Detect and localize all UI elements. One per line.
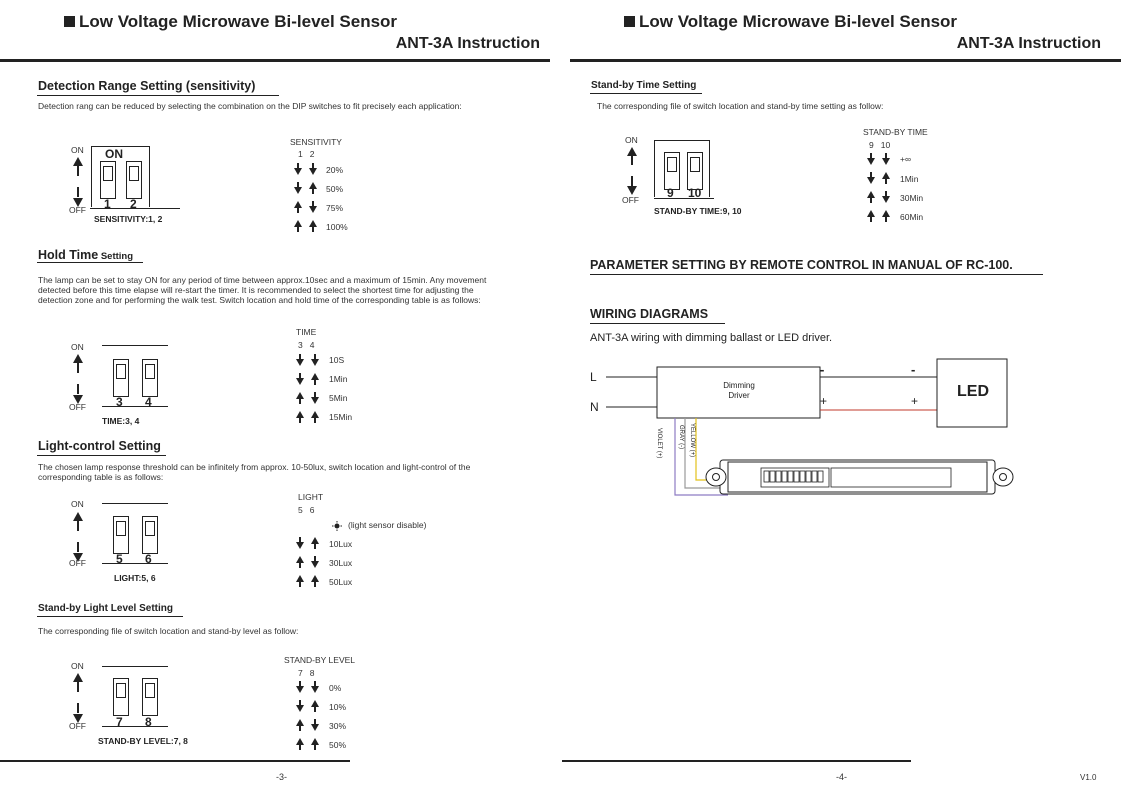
driver-label — [696, 381, 782, 401]
hold-heading-small: Setting — [98, 251, 134, 262]
square-bullet-icon — [64, 16, 75, 27]
neutral-label: N — [590, 400, 599, 414]
driver-label-line1: Dimming — [723, 381, 755, 390]
sun-icon — [332, 521, 342, 531]
line-label: L — [590, 370, 597, 384]
standby-time-table-title: STAND-BY TIME — [863, 127, 928, 137]
light-heading-underline — [37, 455, 166, 456]
on-label: ON — [71, 661, 84, 671]
switch-number-a: 1 — [104, 197, 111, 211]
driver-label-line2: Driver — [728, 391, 750, 400]
standby-time-switch-diagram — [620, 132, 780, 222]
wiring-diagram — [580, 350, 1020, 510]
on-box-label: ON — [105, 147, 123, 161]
sensor-window — [831, 468, 951, 487]
header-title-text: Low Voltage Microwave Bi-level Sensor — [79, 12, 398, 31]
standby-level-heading: Stand-by Light Level Setting — [38, 603, 174, 614]
table-row-value: +∞ — [900, 154, 912, 164]
up-down-arrows-icon — [72, 673, 84, 723]
sensitivity-heading-underline — [37, 95, 279, 96]
switch-caption: STAND-BY LEVEL:7, 8 — [98, 736, 188, 746]
dip-switch-6 — [142, 516, 158, 554]
hold-heading-underline — [37, 262, 143, 263]
table-row-value: 5Min — [329, 393, 348, 403]
up-down-arrows-icon — [72, 354, 84, 404]
light-body: The chosen lamp response threshold can be infinitely from approx. 10-50lux, switch location and light-control of the corresponding table is as follows: — [38, 462, 471, 482]
light-switch-diagram — [60, 492, 210, 587]
on-label: ON — [71, 499, 84, 509]
remote-control-heading: PARAMETER SETTING BY REMOTE CONTROL IN MANUAL OF RC-100. — [590, 258, 1013, 272]
led-plus: + — [911, 394, 919, 408]
dip-switch-4 — [142, 359, 158, 397]
dip-switch-3 — [113, 359, 129, 397]
switch-state-arrows-icon — [296, 681, 324, 756]
wiring-heading: WIRING DIAGRAMS — [590, 307, 709, 321]
switch-state-arrows-icon — [294, 163, 322, 238]
dip-switch-9 — [664, 152, 680, 190]
standby-time-heading-underline — [590, 93, 702, 94]
hold-heading-main: Hold Time — [38, 248, 99, 262]
on-line — [102, 666, 168, 667]
header-title-left — [64, 12, 397, 32]
off-label: OFF — [69, 721, 86, 731]
table-row-value: 20% — [326, 165, 344, 175]
off-line — [654, 198, 714, 199]
on-label: ON — [71, 145, 84, 155]
on-label: ON — [625, 135, 638, 145]
off-line — [102, 726, 168, 727]
standby-level-body: The corresponding file of switch location and stand-by level as follow: — [38, 626, 299, 636]
dip-switch-5 — [113, 516, 129, 554]
switch-number-a: 9 — [667, 186, 674, 200]
table-row-value: 30Lux — [329, 558, 353, 568]
table-row-value: 10Lux — [329, 539, 353, 549]
driver-plus: + — [820, 394, 828, 408]
standby-level-heading-underline — [37, 616, 183, 617]
table-row-value: 10% — [329, 702, 347, 712]
dip-switch-7 — [113, 678, 129, 716]
violet-wire-label: VIOLET (+) — [656, 428, 662, 459]
switch-number-a: 7 — [116, 715, 123, 729]
page-number-right: -4- — [836, 772, 847, 782]
light-heading: Light-control Setting — [38, 439, 161, 453]
off-label: OFF — [69, 402, 86, 412]
square-bullet-icon — [624, 16, 635, 27]
header-subtitle-right: ANT-3A Instruction — [956, 35, 1101, 52]
hold-body: The lamp can be set to stay ON for any period of time between approx.10sec and a maximum of 15min. Any movement detected before this time elapse will re-start the timer. It is recommended to select the shortest time for adjusting the detection zone and for performing the walk test. Switch location and hold time of the corresponding table is as follows: — [38, 275, 487, 305]
sensitivity-body: Detection rang can be reduced by selecting the combination on the DIP switches to fit precisely each application: — [38, 101, 462, 111]
switch-state-arrows-icon — [296, 354, 324, 429]
switch-caption: STAND-BY TIME:9, 10 — [654, 206, 742, 216]
off-label: OFF — [622, 195, 639, 205]
switch-number-b: 6 — [145, 552, 152, 566]
off-label: OFF — [69, 205, 86, 215]
led-label: LED — [957, 383, 989, 400]
switch-number-a: 3 — [116, 395, 123, 409]
switch-caption: TIME:3, 4 — [102, 416, 140, 426]
standby-time-table-cols: 9 10 — [869, 140, 891, 150]
header-title-text: Low Voltage Microwave Bi-level Sensor — [639, 12, 958, 31]
switch-number-b: 4 — [145, 395, 152, 409]
table-row-value: 100% — [326, 222, 348, 232]
light-table-title: LIGHT — [298, 492, 324, 502]
wiring-heading-underline — [590, 323, 725, 324]
table-row-value: 30% — [329, 721, 347, 731]
header-rule-left — [0, 59, 550, 62]
yellow-wire-label: YELLOW (+) — [689, 423, 695, 458]
on-label: ON — [71, 342, 84, 352]
switch-state-arrows-icon — [867, 153, 895, 228]
table-row-value: 1Min — [900, 174, 919, 184]
sensitivity-table-title: SENSITIVITY — [290, 137, 342, 147]
hold-switch-diagram — [60, 336, 210, 431]
sensitivity-heading: Detection Range Setting (sensitivity) — [38, 79, 256, 93]
hold-table-cols: 3 4 — [298, 340, 315, 350]
up-down-arrows-icon — [72, 157, 84, 207]
sensitivity-switch-diagram — [60, 140, 210, 225]
switch-number-a: 5 — [116, 552, 123, 566]
table-row-value: 50% — [326, 184, 344, 194]
up-down-arrows-icon — [72, 512, 84, 562]
off-line — [102, 563, 168, 564]
mount-hole-right — [1000, 474, 1007, 481]
switch-number-b: 2 — [130, 197, 137, 211]
header-subtitle-left: ANT-3A Instruction — [395, 35, 540, 52]
on-line — [102, 503, 168, 504]
switch-caption: SENSITIVITY:1, 2 — [94, 214, 163, 224]
switch-number-b: 10 — [688, 186, 702, 200]
wiring-subtitle: ANT-3A wiring with dimming ballast or LED driver. — [590, 332, 833, 344]
table-row-value: 50% — [329, 740, 347, 750]
dip-switch-2 — [126, 161, 142, 199]
light-table-cols: 5 6 — [298, 505, 315, 515]
driver-minus: - — [820, 362, 825, 377]
dip-switch-8 — [142, 678, 158, 716]
hold-table-title: TIME — [296, 327, 317, 337]
table-row-value: 60Min — [900, 212, 924, 222]
gray-wire-label: GRAY (-) — [678, 425, 684, 450]
switch-number-b: 8 — [145, 715, 152, 729]
up-down-arrows-icon — [626, 147, 638, 195]
on-line — [102, 345, 168, 346]
table-row-value: 15Min — [329, 412, 353, 422]
footer-rule-right — [562, 760, 911, 762]
table-row-value: 50Lux — [329, 577, 353, 587]
switch-state-arrows-icon — [296, 537, 324, 593]
led-minus: - — [911, 362, 916, 377]
mount-hole-left — [713, 474, 720, 481]
sensitivity-table-cols: 1 2 — [298, 149, 315, 159]
standby-level-table-cols: 7 8 — [298, 668, 315, 678]
standby-level-table-title: STAND-BY LEVEL — [284, 655, 356, 665]
header-title-right — [624, 12, 957, 32]
table-row-value: (light sensor disable) — [348, 520, 427, 530]
off-line — [102, 406, 168, 407]
switch-caption: LIGHT:5, 6 — [114, 573, 156, 583]
footer-rule-left — [0, 760, 350, 762]
table-row-value: 30Min — [900, 193, 924, 203]
table-row-value: 75% — [326, 203, 344, 213]
dip-switch-10 — [687, 152, 703, 190]
table-row-value: 1Min — [329, 374, 348, 384]
standby-level-switch-diagram — [60, 656, 220, 751]
dip-switch-1 — [100, 161, 116, 199]
off-label: OFF — [69, 558, 86, 568]
page-number-left: -3- — [276, 772, 287, 782]
table-row-value: 0% — [329, 683, 342, 693]
version-label: V1.0 — [1080, 773, 1097, 782]
standby-time-heading: Stand-by Time Setting — [591, 80, 697, 91]
header-rule-right — [570, 59, 1121, 62]
remote-control-heading-underline — [590, 274, 1043, 275]
standby-time-body: The corresponding file of switch location and stand-by time setting as follow: — [597, 101, 884, 111]
table-row-value: 10S — [329, 355, 345, 365]
